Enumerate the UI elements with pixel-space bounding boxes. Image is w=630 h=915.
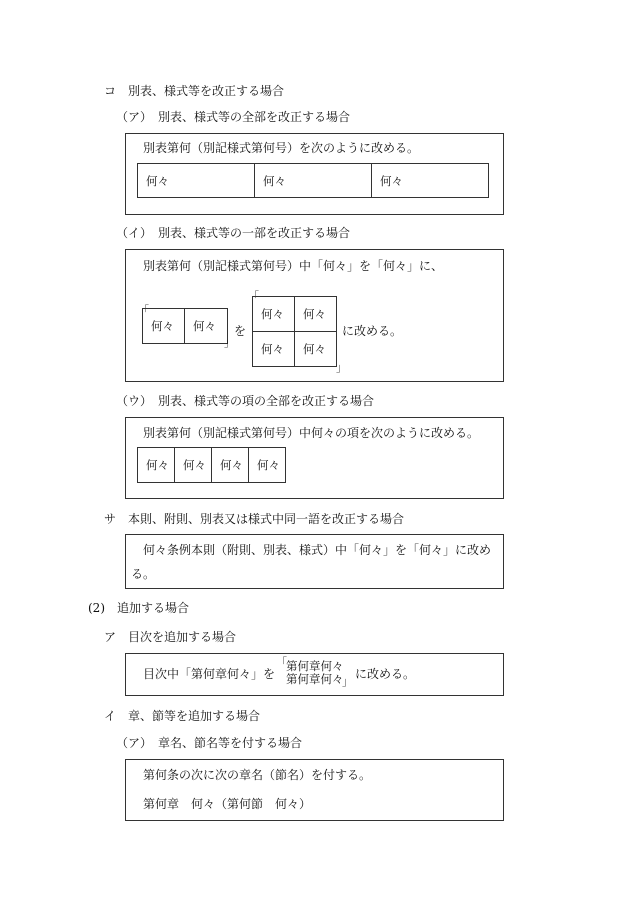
open-quote: 「 xyxy=(276,656,287,669)
heading-sa: サ 本則、附則、別表又は様式中同一語を改正する場合 xyxy=(104,512,405,526)
heading-add-i-a: （ア） 章名、節名等を付する場合 xyxy=(116,736,303,750)
table-ko-i-grid xyxy=(252,296,337,367)
table-cell: 何々 xyxy=(249,448,286,483)
example-text-add-a-prefix: 目次中「第何章何々」を xyxy=(143,667,276,681)
heading-ko-a: （ア） 別表、様式等の全部を改正する場合 xyxy=(116,110,351,124)
table-ko-u xyxy=(137,447,286,483)
close-quote: 」 xyxy=(336,361,347,374)
toc-line1: 第何章何々 xyxy=(286,659,344,673)
heading-add: (2) 追加する場合 xyxy=(88,601,189,615)
ending-ko-i: に改める。 xyxy=(342,324,403,338)
table-cell: 何々 xyxy=(295,297,337,332)
table-cell: 何々 xyxy=(253,297,295,332)
example-text-ko-i: 別表第何（別記様式第何号）中「何々」を「何々」に、 xyxy=(143,259,444,273)
table-cell: 何々 xyxy=(138,448,175,483)
example-text-ko-a: 別表第何（別記様式第何号）を次のように改める。 xyxy=(143,141,420,155)
heading-add-i: イ 章、節等を追加する場合 xyxy=(104,709,261,723)
table-cell: 何々 xyxy=(255,164,372,198)
table-cell: 何々 xyxy=(295,332,337,367)
heading-ko: コ 別表、様式等を改正する場合 xyxy=(104,84,285,98)
table-cell: 何々 xyxy=(372,164,489,198)
close-quote: 」 xyxy=(342,675,353,688)
table-ko-a xyxy=(137,163,489,198)
toc-line2: 第何章何々 xyxy=(286,672,344,686)
table-cell: 何々 xyxy=(185,309,228,344)
example-text-sa-line1: 何々条例本則（附則、別表、様式）中「何々」を「何々」に改め xyxy=(143,543,492,557)
table-cell: 何々 xyxy=(175,448,212,483)
heading-add-a: ア 目次を追加する場合 xyxy=(104,630,237,644)
example-text-add-a-suffix: に改める。 xyxy=(355,667,416,681)
example-text-ko-u: 別表第何（別記様式第何号）中何々の項を次のように改める。 xyxy=(143,426,480,440)
close-quote: 」 xyxy=(224,336,235,349)
open-quote: 「 xyxy=(138,304,149,317)
example-text-sa-line2: る。 xyxy=(131,567,156,581)
table-cell: 何々 xyxy=(138,164,255,198)
heading-ko-u: （ウ） 別表、様式等の項の全部を改正する場合 xyxy=(116,394,375,408)
heading-ko-i: （イ） 別表、様式等の一部を改正する場合 xyxy=(116,226,351,240)
table-cell: 何々 xyxy=(143,309,185,344)
open-quote: 「 xyxy=(248,290,259,303)
table-ko-i-small xyxy=(142,308,228,344)
table-cell: 何々 xyxy=(212,448,249,483)
example-text-add-i-a-2: 第何章 何々（第何節 何々） xyxy=(143,797,312,811)
particle-wo: を xyxy=(234,324,247,338)
table-cell: 何々 xyxy=(253,332,295,367)
example-text-add-i-a-1: 第何条の次に次の章名（節名）を付する。 xyxy=(143,768,372,782)
